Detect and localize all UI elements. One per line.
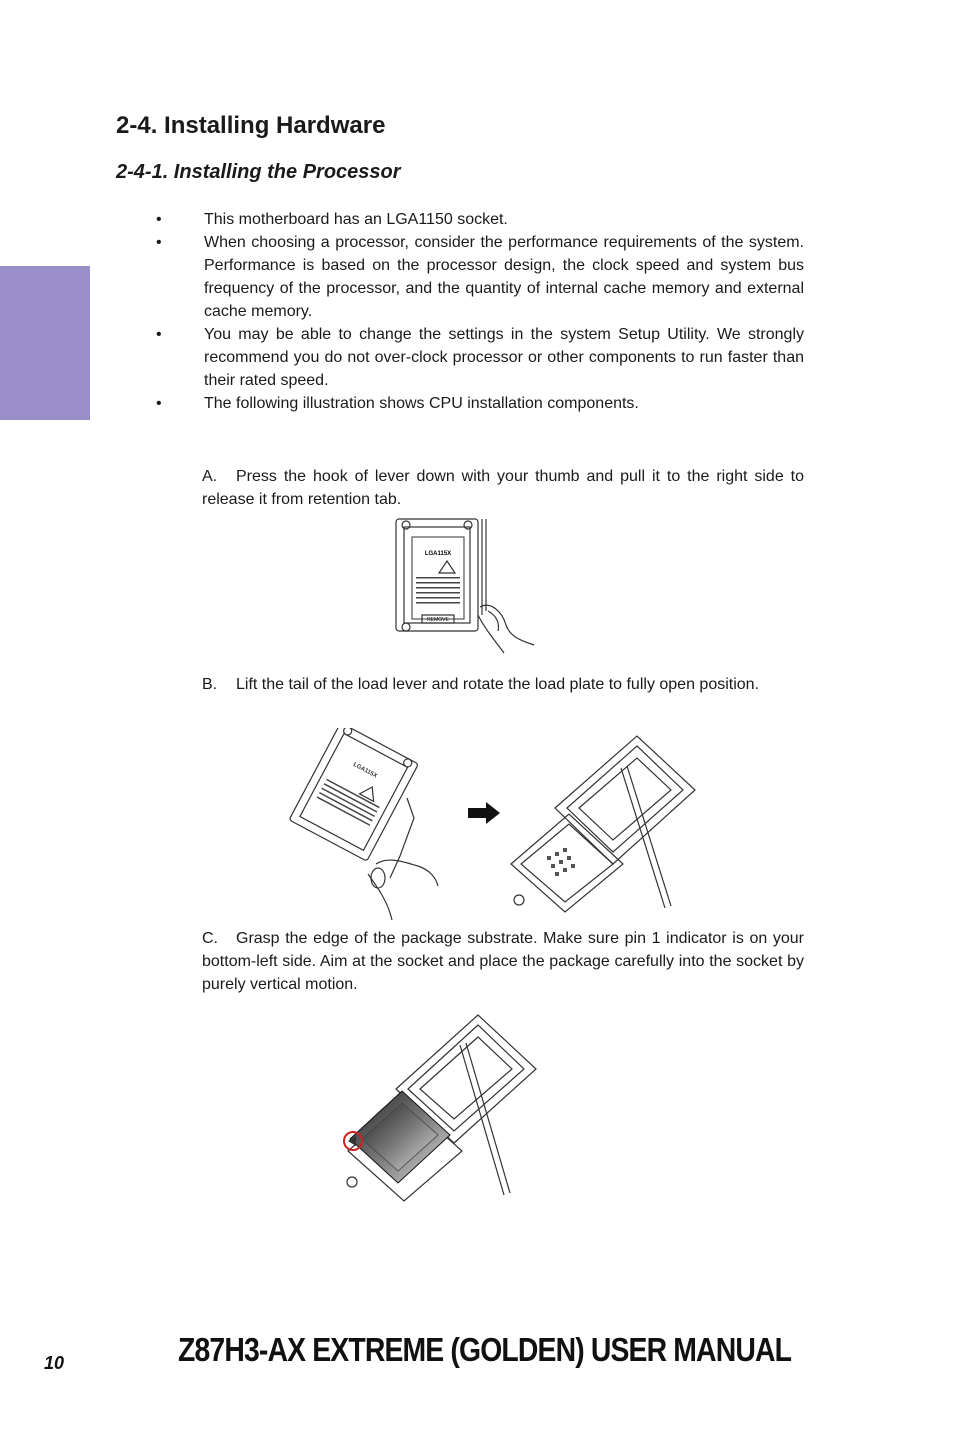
step-letter: A. — [202, 468, 218, 485]
step-letter: B. — [202, 676, 218, 693]
page-number: 10 — [44, 1353, 65, 1373]
step-text: Press the hook of lever down with your thumb and pull it to the right side to release it from retention tab. — [202, 468, 804, 508]
step-b — [202, 673, 804, 696]
socket-closed-illustration — [392, 515, 537, 657]
bullet-item: • When choosing a processor, consider the performance requirements of the system. Performance is based on the processor design, the clock speed and system bus frequency of the processor, and the quantity of internal cache memory and external cache memory. — [156, 234, 804, 320]
manual-title: Z87H3-AX EXTREME (GOLDEN) USER MANUAL — [178, 1331, 792, 1368]
remove-label-a: REMOVE — [427, 617, 449, 623]
arrow-right-icon — [466, 800, 502, 826]
bullet-item: • This motherboard has an LGA1150 socket. — [156, 211, 508, 228]
section-subtitle: 2-4-1. Installing the Processor — [116, 161, 401, 183]
cpu-placement-illustration — [340, 1005, 545, 1205]
bullet-item: • You may be able to change the settings in the system Setup Utility. We strongly recommend you do not over-clock processor or other components to run faster than their rated speed. — [156, 326, 804, 389]
step-c — [202, 927, 804, 996]
step-a — [202, 465, 804, 511]
section-title: 2-4. Installing Hardware — [116, 112, 386, 139]
step-letter: C. — [202, 930, 218, 947]
socket-lever-lift-illustration — [282, 728, 442, 923]
step-text: Lift the tail of the load lever and rotate the load plate to fully open position. — [236, 676, 760, 693]
bullet-list — [154, 208, 804, 415]
socket-label-a: LGA115X — [424, 551, 452, 557]
step-text: Grasp the edge of the package substrate. Make sure pin 1 indicator is on your bottom-left side. Aim at the socket and place the package carefully into the socket by purely vertical motion. — [202, 930, 804, 993]
socket-open-illustration — [505, 728, 700, 913]
socket-label-b: LGA115X — [351, 761, 379, 780]
chapter-side-tab — [0, 266, 90, 420]
bullet-item: • The following illustration shows CPU installation components. — [156, 395, 639, 412]
